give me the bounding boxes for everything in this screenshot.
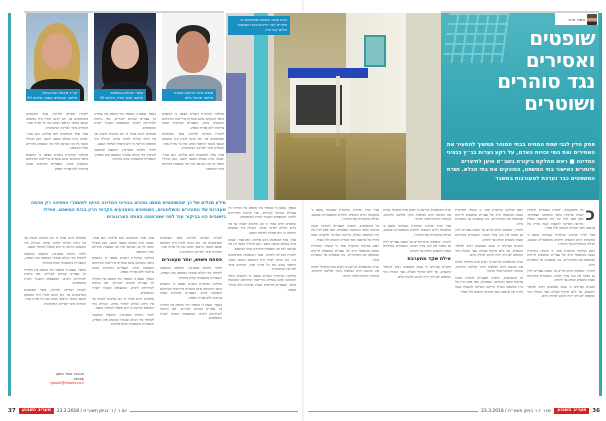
date-line: יום ו׳ / ו׳ בניסן תשע״ח / 23.3.2018 <box>56 408 127 414</box>
author-byline <box>555 13 598 25</box>
prison-cell-photo <box>226 13 454 200</box>
author-email[interactable]: tgrosh@maariv.co.il <box>50 381 84 386</box>
drop-cap: כ <box>585 208 595 225</box>
portrait-photo-2 <box>94 13 156 101</box>
photo-caption: עו״ד מיכאל וזביה-גוטל צילום: אבשלום ששוני, פלאש 90 <box>26 89 80 101</box>
folio-rule <box>130 411 298 412</box>
author-name: אמיר זוהר <box>567 16 585 22</box>
body-column: אבל הדרך ארוכה. בביקורת שנערכה נמצא כי במקומות רבים התנאים רחוקים מהסטנדרט שנקבע, ובחלק מהמקרים אף החמירו. כל מתעקשים, ימשיכו העצורים להמתין שעות ארוכות בתאי ההמתנה הצפופים. מאז פסק הדין של בית המשפט העליון נדרשה המדינה להקצות שטח מחיה של ארבעה וחצי מטרים רבועים לכל אסיר. ראש מחלקת הביקורת אמר כי הבעיה המרכזית נובעת מהמספר הרב של עצורים המובאים לדיונים שבסופם הם משוחררים, מה שמעמיס על המערכת כולה. שרת המשפטים הודיעה כי תקים צוות משותף שיבחן את הנושא ויגיש המלצות בתוך שלושה חודשים, במטרה להביא לשינוי מהותי. <box>311 208 379 278</box>
page-number: 36 <box>592 408 600 414</box>
page-number: 37 <box>8 408 16 414</box>
photo-caption: בבית מעצר ומבטח שמוחזקים בו אסירים לפני הדיונים בבית המשפט. צילום: אבי צליו <box>228 16 290 35</box>
author-avatar <box>587 14 597 25</box>
section-subheading: אילת שקד מתערבת <box>407 257 451 263</box>
article-headline: שופטים ואסירים נגד סוהרים ושוטרים <box>497 26 595 115</box>
body-column: לשרות המדינה ולביתה, אשר השופטים משתמשים בה. הם הגיעו לבניין בית המשפט ונכנסו בשער הראשי ממש כמו כל אזרח אחר, והמתינו בתור לבדיקה הביטחונית. פסחת פשוש, יותר מעצורים לדברי גורמים במערכת, התקציב שהוקצה לשיפוץ בתי הכלא שבבתי המשפט אינו מספיק, והעבודות מתעכבות שנים ארוכות. מחלקת הביקורת בשב״ס מצאה כי התנאים בתאי ההמתנה אינם עומדים בדרישות המינימום הקבועות בחוק. העצורים מוחזקים שעות ארוכות ללא אוורור מספק. בנוסף, נמצא כי במספר בתי משפט אין הפרדה בין עצורים קטינים לבגירים, ואין נגישות לשירותים ולמים. הממצאים הועברו לשרת המשפטים. <box>160 236 222 321</box>
portrait-photo-3 <box>162 13 224 101</box>
body-column: כ כל מתעקשים, ימשיכו העצורים להמתין שעות ארוכות בתאי ההמתנה הצפופים. מאז פסק הדין של בית המשפט העליון נדרשה המדינה להקצות שטח מחיה של ארבעה וחצי מטרים רבועים לכל אסיר. אבל הדרך ארוכה. בביקורת שנערכה נמצא כי במקומות רבים התנאים רחוקים מהסטנדרט שנקבע, ובחלק מהמקרים אף החמירו. ראש מחלקת הביקורת אמר כי הבעיה המרכזית נובעת מהמספר הרב של עצורים המובאים לדיונים שבסופם הם משוחררים, מה שמעמיס על המערכת כולה. לדבריו, שופטים רבים מורים על הבאת עצורים לדיון גם כאשר אין בכך צורך ממשי, והעצורים ממתינים שעות בתנאים קשים עד לתורם. בשב״ס מציינים כי נעשו מאמצים רבים לשיפור התנאים, אך ללא שיתוף פעולה מצד הנהלת בתי המשפט לא ניתן יהיה להגיע לפתרון מלא. <box>527 208 595 299</box>
accent-bar <box>8 13 11 396</box>
brand-logo: מעריב השבוע <box>554 408 589 414</box>
photo-caption: שקד: מרתק-הבמאים צילום: יונתן זינדל, פלאש 90 <box>94 89 146 101</box>
section-subheading: פסחת פשוש, יותר מעצורים <box>161 258 222 264</box>
date-line: יום ו׳ / ו׳ בניסן תשע״ח / 23.3.2018 <box>481 408 552 414</box>
body-column: שרת המשפטים הודיעה כי תקים צוות משותף שיבחן את הנושא ויגיש המלצות בתוך שלושה חודשים, במטרה להביא לשינוי מהותי. אבל הדרך ארוכה. בביקורת שנערכה נמצא כי במקומות רבים התנאים רחוקים מהסטנדרט שנקבע, ובחלק מהמקרים אף החמירו. לדבריו, שופטים רבים מורים על הבאת עצורים לדיון גם כאשר אין בכך צורך ממשי, והעצורים ממתינים שעות בתנאים קשים עד לתורם. אילת שקד מתערבת בשב״ס מציינים כי נעשו מאמצים רבים לשיפור התנאים, אך ללא שיתוף פעולה מצד הנהלת בתי המשפט לא ניתן יהיה להגיע לפתרון מלא. <box>383 208 451 279</box>
accent-bar <box>599 13 602 396</box>
portrait-photo-1 <box>26 13 88 101</box>
body-column: שופטים רבים אמרו כי הם מודעים לבעיה אך אין בידם הכלים לפתור אותה. הנהלת בתי המשפט הודיעה כי היא פועלת לשיפור המצב. לדברי גורמים במערכת, התקציב שהוקצה לשיפוץ בתי הכלא שבבתי המשפט אינו מספיק, והעבודות מתעכבות שנים ארוכות. בנוסף, נמצא כי במספר בתי משפט אין הפרדה בין עצורים קטינים לבגירים, ואין נגישות לשירותים ולמים. הממצאים הועברו לשרת המשפטים. לשרות המדינה ולביתה, אשר השופטים משתמשים בה. הם הגיעו לבניין בית המשפט ונכנסו בשער הראשי ממש כמו כל אזרח אחר, והמתינו בתור לבדיקה הביטחונית. <box>24 236 86 306</box>
brand-logo: מעריב השבוע <box>19 408 54 414</box>
page-folio <box>8 406 298 416</box>
author-signoff: תגובות: אמיר נחשון שפתות tgrosh@maariv.co.il <box>24 372 84 386</box>
body-column: בנוסף, נמצא כי במספר בתי משפט אין הפרדה בין עצורים קטינים לבגירים, ואין נגישות לשירותים ולמים. הממצאים הועברו לשרת המשפטים. שופטים רבים אמרו כי הם מודעים לבעיה אך אין בידם הכלים לפתור אותה. הנהלת בתי המשפט הודיעה כי היא פועלת לשיפור המצב. לדברי גורמים במערכת, התקציב שהוקצה לשיפוץ בתי הכלא שבבתי המשפט אינו מספיק, והעבודות מתעכבות שנים ארוכות. <box>94 112 156 162</box>
body-column: לשרות המדינה ולביתה, אשר השופטים משתמשים בה. הם הגיעו לבניין בית המשפט ונכנסו בשער הראשי ממש כמו כל אזרח אחר, והמתינו בתור לבדיקה הביטחונית. אבל, אחד השופטים ניגש אליהם. הוא אמר: ׳אנחנו נהיה באולם בשעה תשע׳. כאן מתחיל הפער בין מה שנראה לבין מה שבאמת מתרחש בבתי המשפט. מחלקת הביקורת בשב״ס מצאה כי התנאים בתאי ההמתנה אינם עומדים בדרישות המינימום הקבועות בחוק. העצורים מוחזקים שעות ארוכות ללא אוורור מספק. <box>26 112 88 171</box>
pull-quote: מידע מגלים של כך שהשופטים ממשו נוהגים בבנייני המדינה הגיעו לאשחרי הספינה רק מכמה מעברות של הסוהרים והשלטונים, השופטים באצבעים הקדמי הרין בבית המשפט. אפילו בישובים הוו בביקור עוד לפני שמרמטנו באותו הארונובים <box>30 201 226 220</box>
article-subhead: פסק הדין לגבי שפת המחיה בבתי הסוהר ממשיך להסעיר את האסירים ואת גופי זכויות האדם, על רקע גערות בג״ץ בנציגי המדינה ■ ראש מחלקת ביקורת בשב״ס טוען לחיצרים מיותרים כאישור בתי המשפט, המונקים את בתי הכלא. ושרת המשפטים כבר נערכת למעורבות במשבר <box>446 142 595 182</box>
photo-caption: סגנית מיכל הויקינג-אוחנה צילום: מיכאל גלמן <box>162 89 216 101</box>
body-column: בנוסף, נמצא כי במספר בתי משפט אין הפרדה בין עצורים קטינים לבגירים, ואין נגישות לשירותים ולמים. הממצאים הועברו לשרת המשפטים. שופטים רבים אמרו כי הם מודעים לבעיה אך אין בידם הכלים לפתור אותה. הנהלת בתי המשפט הודיעה כי היא פועלת לשיפור המצב. אבל, אחד השופטים ניגש אליהם. הוא אמר: ׳אנחנו נהיה באולם בשעה תשע׳. כאן מתחיל הפער בין מה שנראה לבין מה שבאמת מתרחש בבתי המשפט. לשרות המדינה ולביתה, אשר השופטים משתמשים בה. הם הגיעו לבניין בית המשפט ונכנסו בשער הראשי ממש כמו כל אזרח אחר, והמתינו בתור לבדיקה הביטחונית. מחלקת הביקורת בשב״ס מצאה כי התנאים בתאי ההמתנה אינם עומדים בדרישות המינימום הקבועות בחוק. העצורים מוחזקים שעות ארוכות ללא אוורור מספק. <box>228 206 296 292</box>
body-column: ראש מחלקת הביקורת אמר כי הבעיה המרכזית נובעת מהמספר הרב של עצורים המובאים לדיונים שבסופם הם משוחררים, מה שמעמיס על המערכת כולה. לדבריו, שופטים רבים מורים על הבאת עצורים לדיון גם כאשר אין בכך צורך ממשי, והעצורים ממתינים שעות בתנאים קשים עד לתורם. בשב״ס מציינים כי נעשו מאמצים רבים לשיפור התנאים, אך ללא שיתוף פעולה מצד הנהלת בתי המשפט לא ניתן יהיה להגיע לפתרון מלא. שרת המשפטים הודיעה כי תקים צוות משותף שיבחן את הנושא ויגיש המלצות בתוך שלושה חודשים, במטרה להביא לשינוי מהותי. כל מתעקשים, ימשיכו העצורים להמתין שעות ארוכות בתאי ההמתנה הצפופים. מאז פסק הדין של בית המשפט העליון נדרשה המדינה להקצות שטח מחיה של ארבעה וחצי מטרים רבועים לכל אסיר. <box>455 208 523 294</box>
folio-rule <box>308 411 478 412</box>
page-folio <box>308 406 600 416</box>
body-column: מחלקת הביקורת בשב״ס מצאה כי התנאים בתאי ההמתנה אינם עומדים בדרישות המינימום הקבועות בחוק. העצורים מוחזקים שעות ארוכות ללא אוורור מספק. לשרות המדינה ולביתה, אשר השופטים משתמשים בה. הם הגיעו לבניין בית המשפט ונכנסו בשער הראשי ממש כמו כל אזרח אחר, והמתינו בתור לבדיקה הביטחונית. אבל, אחד השופטים ניגש אליהם. הוא אמר: ׳אנחנו נהיה באולם בשעה תשע׳. כאן מתחיל הפער בין מה שנראה לבין מה שבאמת מתרחש בבתי המשפט. <box>162 112 224 171</box>
body-column: אבל, אחד השופטים ניגש אליהם. הוא אמר: ׳אנחנו נהיה באולם בשעה תשע׳. כאן מתחיל הפער בין מה שנראה לבין מה שבאמת מתרחש בבתי המשפט. מחלקת הביקורת בשב״ס מצאה כי התנאים בתאי ההמתנה אינם עומדים בדרישות המינימום הקבועות בחוק. העצורים מוחזקים שעות ארוכות ללא אוורור מספק. בנוסף, נמצא כי במספר בתי משפט אין הפרדה בין עצורים קטינים לבגירים, ואין נגישות לשירותים ולמים. הממצאים הועברו לשרת המשפטים. שופטים רבים אמרו כי הם מודעים לבעיה אך אין בידם הכלים לפתור אותה. הנהלת בתי המשפט הודיעה כי היא פועלת לשיפור המצב. לדברי גורמים במערכת, התקציב שהוקצה לשיפוץ בתי הכלא שבבתי המשפט אינו מספיק, והעבודות מתעכבות שנים ארוכות. <box>92 236 154 327</box>
